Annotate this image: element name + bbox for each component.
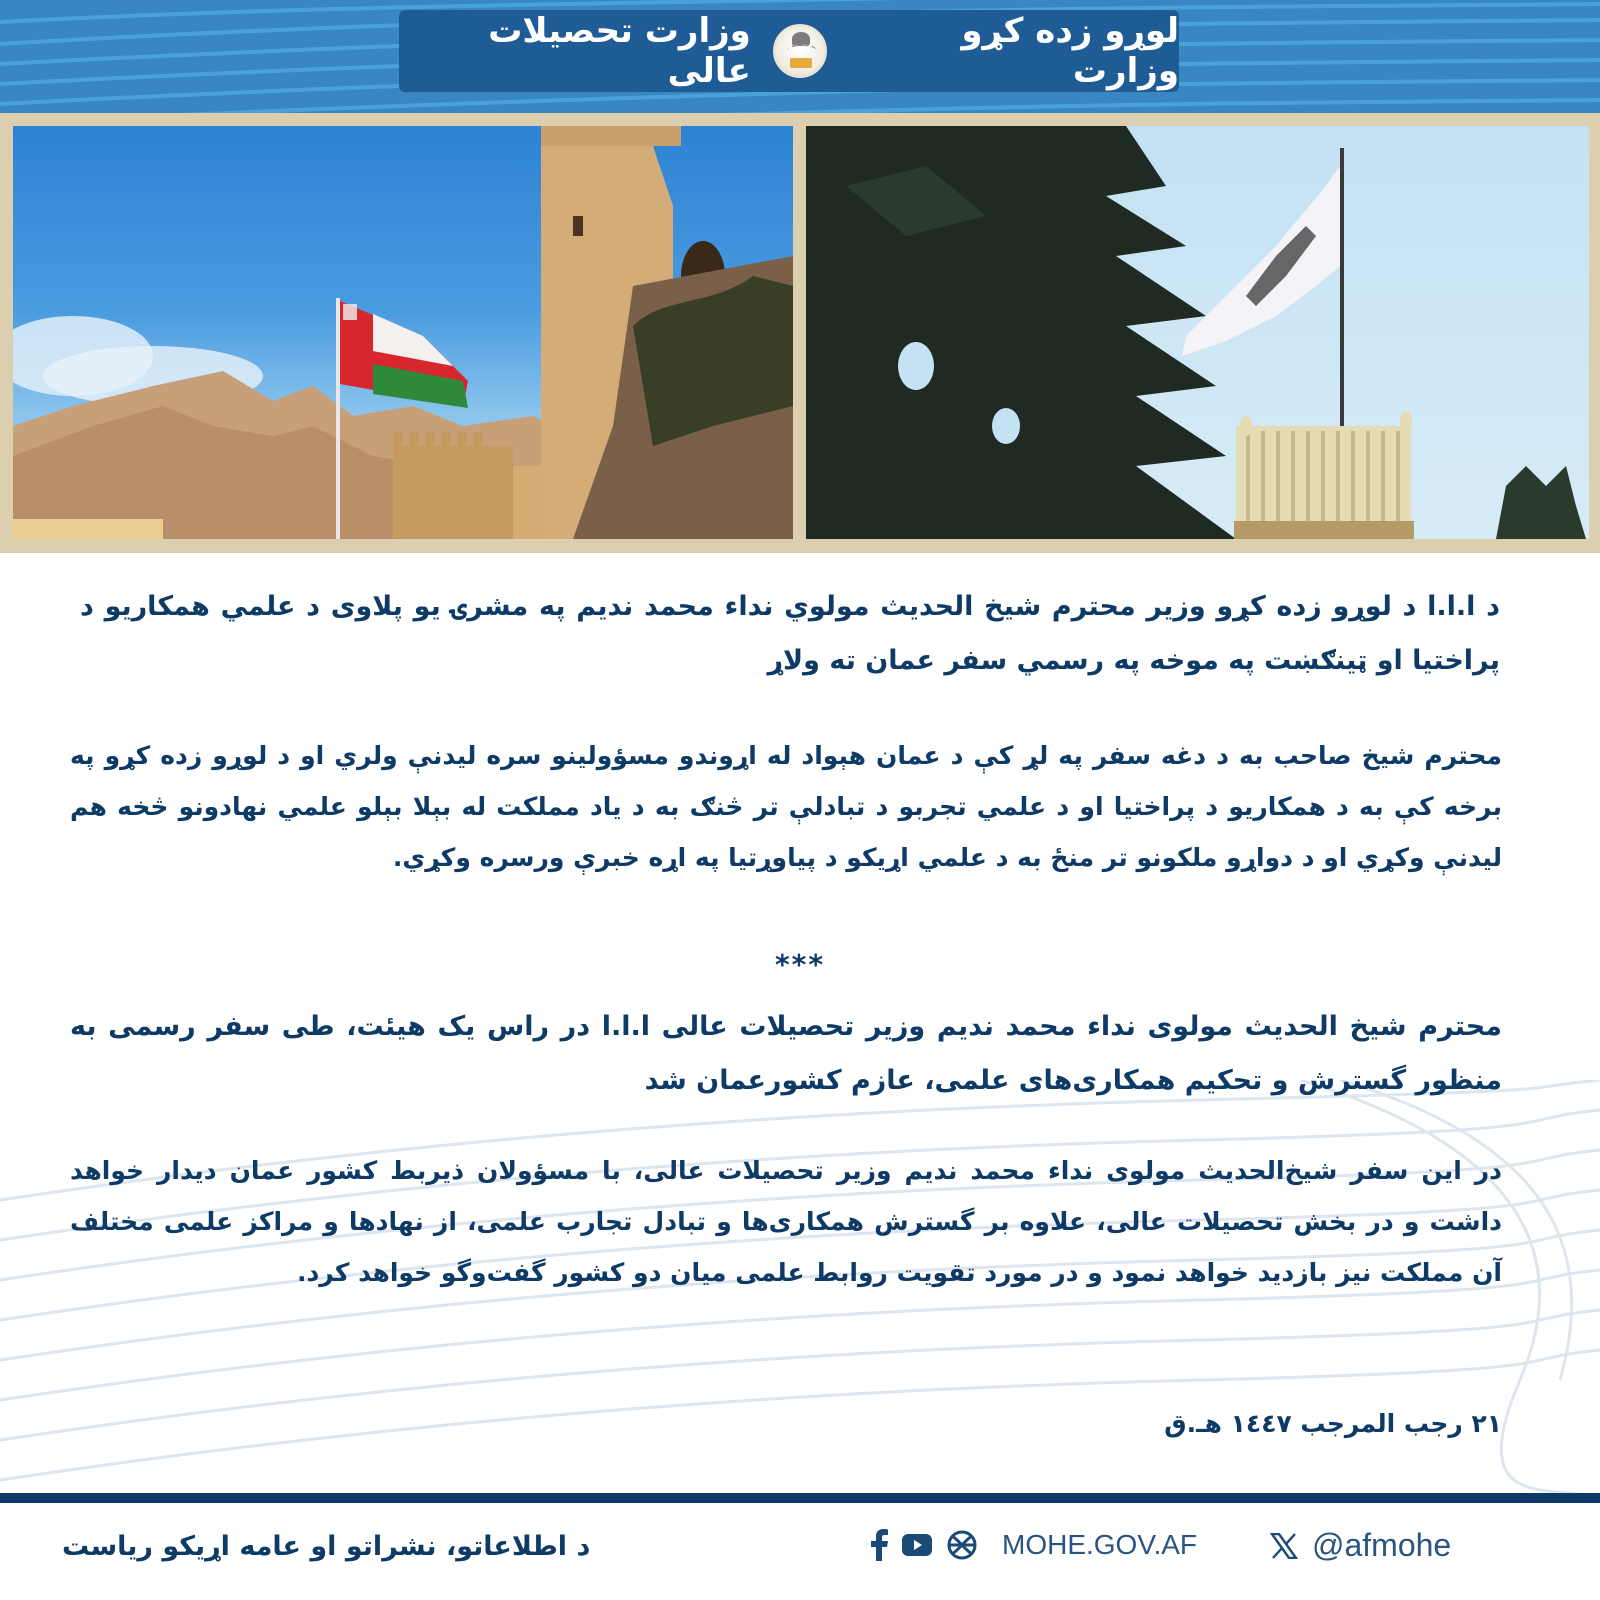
x-twitter-icon xyxy=(1270,1533,1298,1559)
x-account[interactable] xyxy=(1270,1527,1451,1564)
photo-frame xyxy=(0,113,1600,553)
pashto-body: محترم شیخ صاحب به د دغه سفر په لړ کې د عمان هېواد له اړوندو مسؤولینو سره لیدنې ولري او د لوړو زده کړو په برخه کې به د همکاریو د پراختیا او د علمي تجربو د تبادلې تر څنګ به د یاد مملکت له بېلا بېلو علمي نهادونو څخه هم لیدنې وکړي او د دواړو ملکونو تر منځ به د علمي اړیکو د پیاوړتیا په اړه خبرې ورسره وکړي. xyxy=(70,741,1502,872)
dari-body: در این سفر شیخ‌الحدیث مولوی نداء محمد ندیم وزیر تحصیلات عالی، با مسؤولان ذیربط کشور عمان دیدار خواهد داشت و در بخش تحصیلات عالی، علاوه بر گسترش همکاری‌ها و تبادل تجارب علمی، از نهادها و مراکز علمی مختلف آن مملکت نیز بازدید خواهد نمود و در مورد تقویت روابط علمی میان دو کشور گفت‌وگو خواهد کرد. xyxy=(70,1156,1502,1287)
youtube-icon[interactable] xyxy=(902,1534,932,1556)
social-links xyxy=(870,1529,1197,1561)
web-globe-icon[interactable] xyxy=(946,1529,978,1561)
title-pashto: لوړو زده کړو وزارت xyxy=(961,11,1179,91)
oman-flag-fort-photo xyxy=(13,126,793,539)
header-title-box xyxy=(399,10,1179,92)
department-name: د اطلاعاتو، نشراتو او عامه اړیکو ریاست xyxy=(62,1531,591,1562)
footer xyxy=(0,1503,1600,1600)
x-handle: @afmohe xyxy=(1312,1527,1452,1563)
footer-divider xyxy=(0,1493,1600,1503)
ministry-emblem-icon xyxy=(773,24,827,78)
dari-headline: محترم شیخ الحدیث مولوی نداء محمد ندیم وزیر تحصیلات عالی ا.ا.ا در راس یک هیئت، طی سفر رسمی به منظور گسترش و تحکیم همکاری‌های علمی، عازم کشورعمان شد xyxy=(70,1011,1502,1096)
facebook-icon[interactable] xyxy=(870,1529,888,1561)
afghan-flag-building-photo xyxy=(806,126,1589,539)
section-separator: *** xyxy=(775,948,825,981)
hijri-date: ۲۱ رجب المرجب ۱٤٤۷ هـ.ق xyxy=(1164,1409,1502,1438)
header-banner xyxy=(0,0,1600,113)
title-dari: وزارت تحصیلات عالی xyxy=(488,11,751,91)
pashto-headline: د ا.ا.ا د لوړو زده کړو وزیر محترم شیخ الحدیث مولوي نداء محمد ندیم په مشرۍ یو پلاوی د علمي همکاریو د پراختیا او ټینګښت په موخه په رسمي سفر عمان ته ولاړ xyxy=(80,591,1500,676)
website-link[interactable]: MOHE.GOV.AF xyxy=(1002,1529,1198,1560)
